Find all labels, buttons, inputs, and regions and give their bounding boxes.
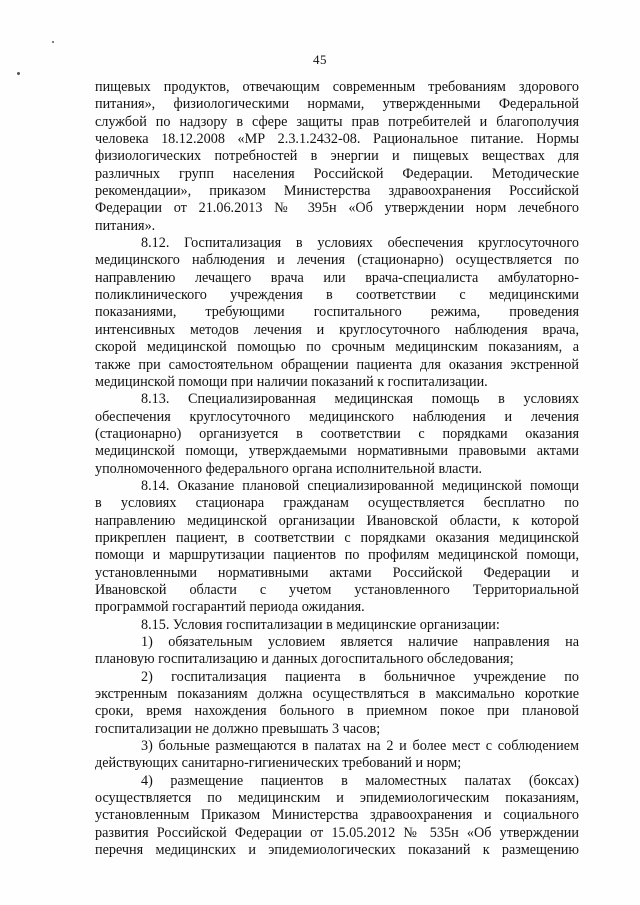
text-line: плановую госпитализацию и данных догоспитального обследования;: [95, 651, 514, 668]
text-line: интенсивных методов лечения и круглосуточного наблюдения врача,: [95, 321, 579, 338]
text-line: Ивановской области с учетом установленного Территориальной: [95, 581, 579, 598]
text-line: 2) госпитализация пациента в больничное учреждение по: [141, 668, 579, 685]
paragraph-clause-8-14: [95, 478, 579, 617]
text-line: в условиях стационара гражданам осуществляется бесплатно по: [95, 495, 579, 512]
text-line: госпитализации не должно превышать 3 часов;: [95, 720, 381, 737]
paragraph-item-2: [95, 669, 579, 738]
text-line: физиологических потребностей в энергии и пищевых веществах для: [95, 148, 579, 165]
text-line: питания».: [95, 217, 156, 234]
text-line: экстренным показаниям должна осуществляться в максимально короткие: [95, 686, 579, 703]
paragraph-clause-8-15: [95, 617, 579, 634]
text-line: осуществляется по медицинским и эпидемиологическим показаниям,: [95, 790, 579, 807]
scan-speck: [17, 72, 20, 75]
text-line: службой по надзору в сфере защиты прав потребителей и благополучия: [95, 113, 579, 130]
text-line: перечня медицинских и эпидемиологических показаний к размещению: [95, 842, 579, 859]
scan-speck: [52, 41, 54, 43]
text-line: установленными нормативными актами Российской Федерации и: [95, 564, 579, 581]
text-line: программой госгарантий периода ожидания.: [95, 599, 365, 616]
text-line: (стационарно) организуется в соответствии с порядками оказания: [95, 425, 579, 442]
text-line: 8.12. Госпитализация в условиях обеспечения круглосуточного: [141, 235, 579, 252]
text-line: различных групп населения Российской Федерации. Методические: [95, 165, 579, 182]
text-line: питания», физиологическими нормами, утвержденными Федеральной: [95, 96, 579, 113]
paragraph-clause-8-12: [95, 235, 579, 391]
text-line: развития Российской Федерации от 15.05.2012 № 535н «Об утверждении: [95, 824, 579, 841]
text-line: пищевых продуктов, отвечающим современным требованиям здорового: [95, 79, 579, 95]
paragraph-item-4: [95, 773, 579, 860]
text-line: помощи и маршрутизации пациентов по профилям медицинской помощи,: [95, 547, 579, 564]
text-line: установленным Приказом Министерства здравоохранения и социального: [95, 807, 579, 824]
text-line: уполномоченного федерального органа исполнительной власти.: [95, 460, 483, 477]
text-line: человека 18.12.2008 «МР 2.3.1.2432-08. Рациональное питание. Нормы: [95, 131, 579, 148]
text-line: поликлинического учреждения в соответствии с медицинскими: [95, 287, 579, 304]
text-line: обеспечения круглосуточного медицинского наблюдения и лечения: [95, 408, 579, 425]
text-line: направлению медицинской организации Ивановской области, к которой: [95, 512, 579, 529]
paragraph-item-1: [95, 634, 579, 669]
text-line: рекомендации», приказом Министерства здравоохранения Российской: [95, 183, 579, 200]
text-line: медицинского наблюдения и лечения (стационарно) осуществляется по: [95, 252, 579, 269]
text-line: 1) обязательным условием является наличие направления на: [141, 634, 579, 650]
text-line: также при самостоятельном обращении пациента для оказания экстренной: [95, 356, 579, 373]
text-line: медицинской помощи при наличии показаний к госпитализации.: [95, 373, 488, 390]
text-line: направлению лечащего врача или врача-специалиста амбулаторно-: [95, 269, 579, 286]
text-line: медицинской помощи, утверждаемыми нормативными правовыми актами: [95, 443, 579, 460]
paragraph-clause-8-13: [95, 391, 579, 478]
text-line: 8.14. Оказание плановой специализированной медицинской помощи: [141, 477, 579, 494]
text-line: 8.15. Условия госпитализации в медицинские организации:: [141, 616, 500, 633]
text-line: скорой медицинской помощью по срочным медицинским показаниям, а: [95, 339, 579, 356]
paragraph-item-3: [95, 738, 579, 773]
text-line: 3) больные размещаются в палатах на 2 и более мест с соблюдением: [141, 738, 579, 755]
document-body: [95, 79, 579, 859]
text-line: показаниями, требующими госпитального режима, проведения: [95, 304, 579, 321]
text-line: действующих санитарно-гигиенических требований и норм;: [95, 755, 462, 772]
text-line: 8.13. Специализированная медицинская помощь в условиях: [141, 391, 579, 408]
text-line: Федерации от 21.06.2013 № 395н «Об утверждении норм лечебного: [95, 200, 579, 217]
text-line: 4) размещение пациентов в маломестных палатах (боксах): [141, 772, 579, 789]
paragraph-food-standards: [95, 79, 579, 235]
text-line: прикреплен пациент, в соответствии с порядками оказания медицинской: [95, 529, 579, 546]
text-line: сроки, время нахождения больного в приемном покое при плановой: [95, 703, 579, 720]
page-number: 45: [313, 52, 327, 67]
